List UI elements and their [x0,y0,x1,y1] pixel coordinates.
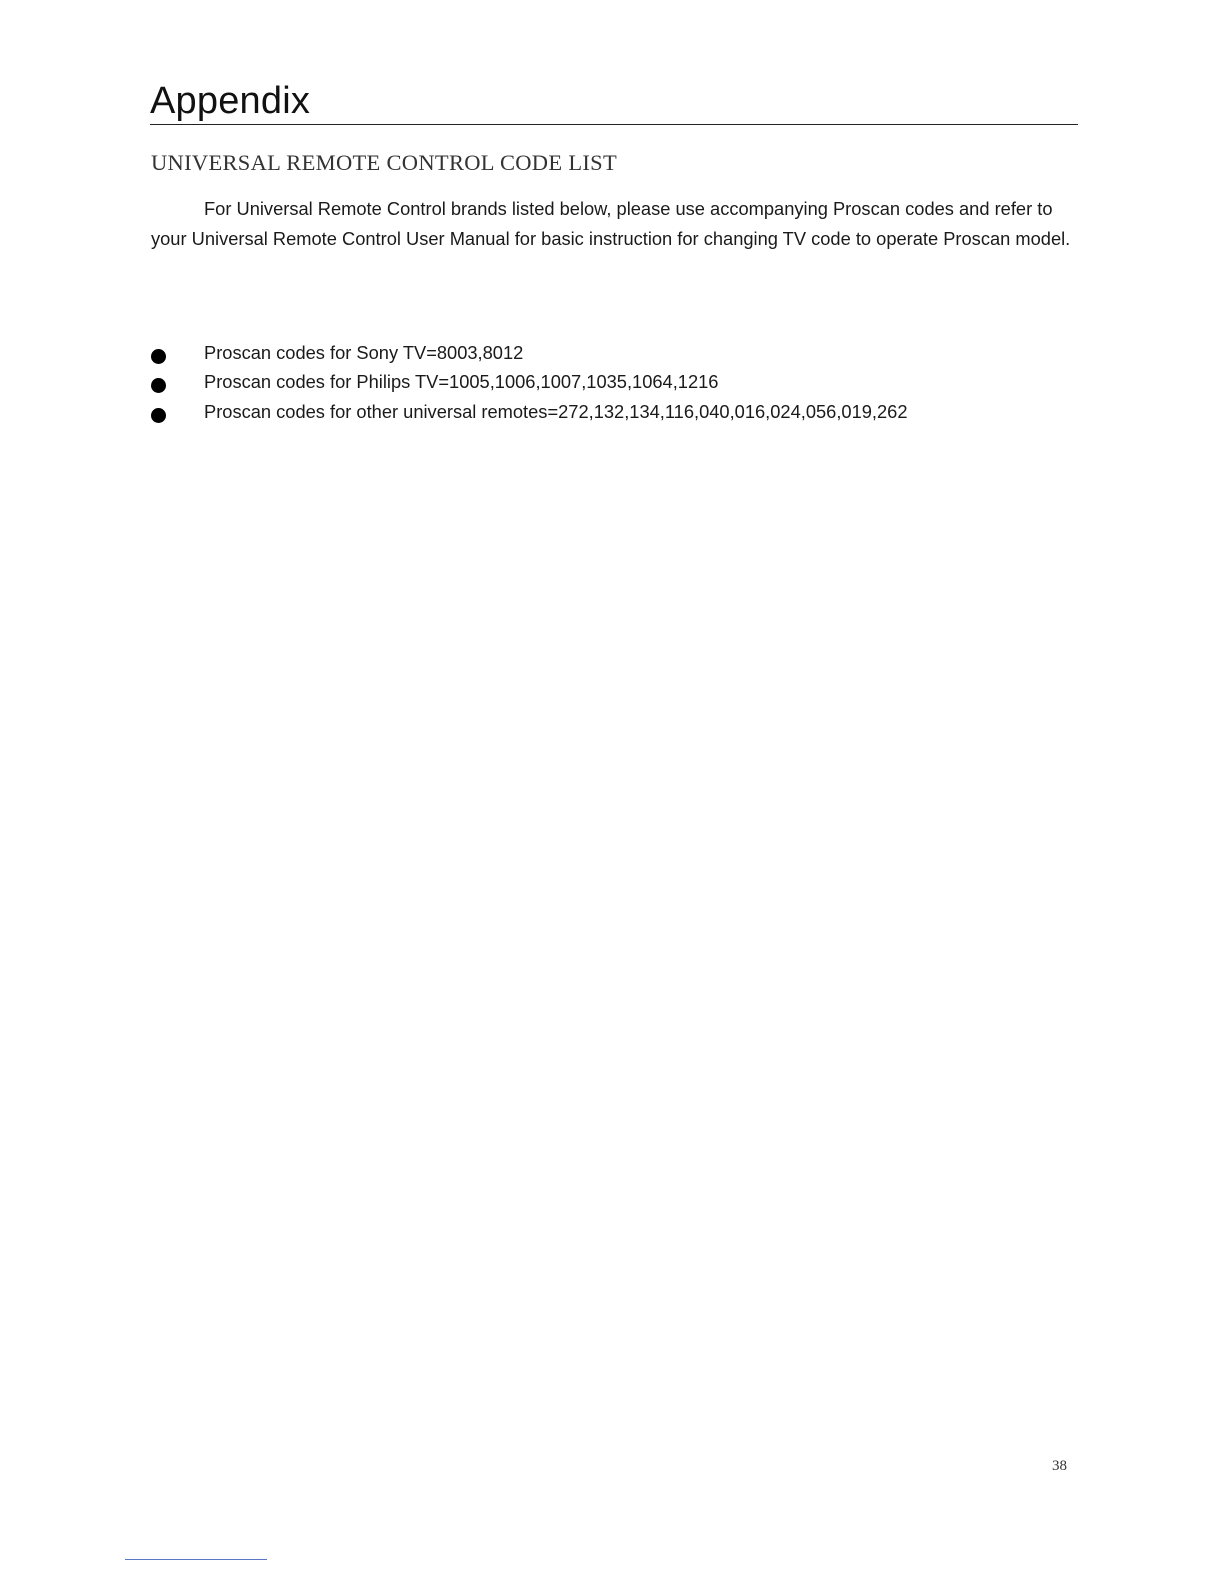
codes-item-text: Proscan codes for Sony TV=8003,8012 [204,342,524,363]
bullet-icon [151,378,166,393]
codes-list-item-other [0,397,1100,426]
heading-divider [150,124,1078,125]
footer-divider [125,1559,267,1560]
section-title: UNIVERSAL REMOTE CONTROL CODE LIST [151,150,618,175]
bullet-icon [151,408,166,423]
codes-list-item-philips [0,367,1100,396]
page-number: 38 [1052,1458,1067,1474]
page-heading: Appendix [150,80,311,122]
codes-list-item-sony [0,338,1100,367]
codes-list [0,338,1100,426]
codes-item-text: Proscan codes for Philips TV=1005,1006,1007,1035,1064,1216 [204,371,719,393]
intro-paragraph: For Universal Remote Control brands listed below, please use accompanying Proscan codes and refer to your Universal Remote Control User Manual for basic instruction for changing TV code to operate Proscan model. [151,198,1071,249]
bullet-icon [151,349,166,364]
codes-item-text: Proscan codes for other universal remotes=272,132,134,116,040,016,024,056,019,262 [204,400,908,422]
